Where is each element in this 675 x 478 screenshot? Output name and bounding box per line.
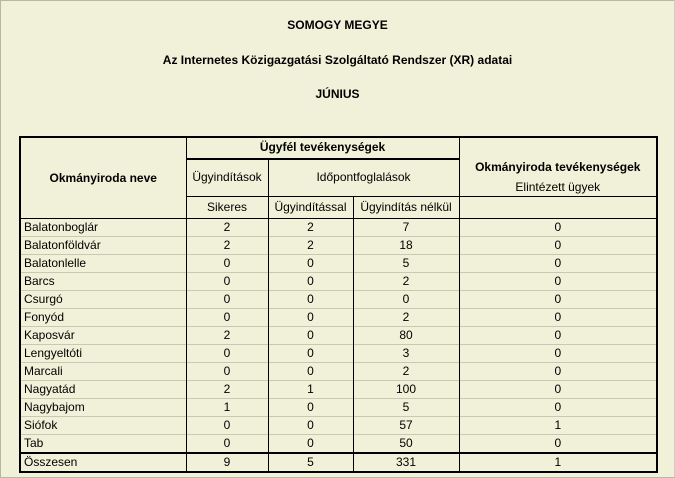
total-sikeres: 9 <box>186 453 268 472</box>
cell-elintezett: 0 <box>459 435 657 454</box>
cell-elintezett: 1 <box>459 417 657 435</box>
cell-ugyinditas-nelkul: 3 <box>353 345 459 363</box>
cell-office-name: Balatonföldvár <box>20 237 186 255</box>
month-title: JÚNIUS <box>315 87 360 101</box>
group-header-client: Ügyfél tevékenységek <box>186 137 459 159</box>
cell-office-name: Balatonboglár <box>20 219 186 237</box>
cell-sikeres: 2 <box>186 327 268 345</box>
subheader-ugyinditasok: Ügyindítások <box>186 159 268 197</box>
col-header-ugyinditas-nelkul: Ügyindítás nélkül <box>353 197 459 219</box>
cell-elintezett: 0 <box>459 255 657 273</box>
total-elintezett: 1 <box>459 453 657 472</box>
cell-office-name: Kaposvár <box>20 327 186 345</box>
cell-ugyinditas-nelkul: 5 <box>353 255 459 273</box>
table-row <box>20 219 657 237</box>
cell-sikeres: 0 <box>186 309 268 327</box>
group-header-office: Okmányiroda tevékenységek <box>459 137 657 197</box>
cell-office-name: Marcali <box>20 363 186 381</box>
cell-ugyinditassal: 0 <box>268 309 353 327</box>
cell-ugyinditas-nelkul: 100 <box>353 381 459 399</box>
cell-ugyinditassal: 0 <box>268 255 353 273</box>
cell-ugyinditassal: 0 <box>268 345 353 363</box>
cell-office-name: Csurgó <box>20 291 186 309</box>
cell-sikeres: 0 <box>186 363 268 381</box>
table-row <box>20 435 657 454</box>
cell-office-name: Balatonlelle <box>20 255 186 273</box>
total-ugyinditas-nelkul: 331 <box>353 453 459 472</box>
table-row <box>20 381 657 399</box>
cell-office-name: Lengyeltóti <box>20 345 186 363</box>
cell-elintezett: 0 <box>459 273 657 291</box>
cell-ugyinditassal: 0 <box>268 363 353 381</box>
cell-sikeres: 2 <box>186 219 268 237</box>
cell-ugyinditas-nelkul: 2 <box>353 309 459 327</box>
cell-sikeres: 0 <box>186 255 268 273</box>
cell-office-name: Fonyód <box>20 309 186 327</box>
table-body <box>20 219 657 454</box>
cell-sikeres: 2 <box>186 237 268 255</box>
total-ugyinditassal: 5 <box>268 453 353 472</box>
cell-elintezett: 0 <box>459 381 657 399</box>
cell-ugyinditas-nelkul: 80 <box>353 327 459 345</box>
subheader-idopontfoglalasok: Időpontfoglalások <box>268 159 459 197</box>
table-row <box>20 255 657 273</box>
col-header-sikeres: Sikeres <box>186 197 268 219</box>
cell-ugyinditassal: 0 <box>268 417 353 435</box>
statistics-table <box>19 136 658 473</box>
cell-ugyinditassal: 0 <box>268 291 353 309</box>
cell-elintezett: 0 <box>459 309 657 327</box>
cell-office-name: Siófok <box>20 417 186 435</box>
cell-office-name: Nagyatád <box>20 381 186 399</box>
cell-sikeres: 0 <box>186 273 268 291</box>
cell-ugyinditas-nelkul: 2 <box>353 273 459 291</box>
cell-ugyinditas-nelkul: 5 <box>353 399 459 417</box>
cell-elintezett: 0 <box>459 327 657 345</box>
cell-ugyinditas-nelkul: 7 <box>353 219 459 237</box>
cell-sikeres: 0 <box>186 345 268 363</box>
cell-ugyinditas-nelkul: 0 <box>353 291 459 309</box>
cell-ugyinditassal: 0 <box>268 435 353 454</box>
cell-sikeres: 0 <box>186 417 268 435</box>
cell-elintezett: 0 <box>459 237 657 255</box>
col-header-elintezett: Elintézett ügyek <box>459 177 657 199</box>
cell-elintezett: 0 <box>459 345 657 363</box>
total-row <box>20 453 657 472</box>
total-label: Összesen <box>20 453 186 472</box>
table-row <box>20 399 657 417</box>
cell-ugyinditassal: 2 <box>268 219 353 237</box>
cell-ugyinditassal: 0 <box>268 273 353 291</box>
cell-elintezett: 0 <box>459 399 657 417</box>
cell-ugyinditassal: 2 <box>268 237 353 255</box>
cell-ugyinditassal: 1 <box>268 381 353 399</box>
table-row <box>20 309 657 327</box>
report-subtitle: Az Internetes Közigazgatási Szolgáltató Rendszer (XR) adatai <box>162 53 513 67</box>
cell-sikeres: 2 <box>186 381 268 399</box>
col-header-office: Okmányiroda neve <box>20 137 186 219</box>
cell-elintezett: 0 <box>459 363 657 381</box>
table-row <box>20 417 657 435</box>
cell-ugyinditassal: 0 <box>268 327 353 345</box>
table-row <box>20 327 657 345</box>
cell-ugyinditas-nelkul: 18 <box>353 237 459 255</box>
table-row <box>20 291 657 309</box>
table-row <box>20 273 657 291</box>
table-row <box>20 237 657 255</box>
cell-office-name: Nagybajom <box>20 399 186 417</box>
table-row <box>20 363 657 381</box>
county-title: SOMOGY MEGYE <box>287 18 388 32</box>
cell-ugyinditas-nelkul: 50 <box>353 435 459 454</box>
cell-office-name: Barcs <box>20 273 186 291</box>
cell-ugyinditas-nelkul: 2 <box>353 363 459 381</box>
cell-ugyinditas-nelkul: 57 <box>353 417 459 435</box>
cell-sikeres: 0 <box>186 291 268 309</box>
cell-elintezett: 0 <box>459 219 657 237</box>
cell-office-name: Tab <box>20 435 186 454</box>
cell-sikeres: 0 <box>186 435 268 454</box>
cell-elintezett: 0 <box>459 291 657 309</box>
cell-sikeres: 1 <box>186 399 268 417</box>
col-header-ugyinditassal: Ügyindítással <box>268 197 353 219</box>
table-row <box>20 345 657 363</box>
cell-ugyinditassal: 0 <box>268 399 353 417</box>
